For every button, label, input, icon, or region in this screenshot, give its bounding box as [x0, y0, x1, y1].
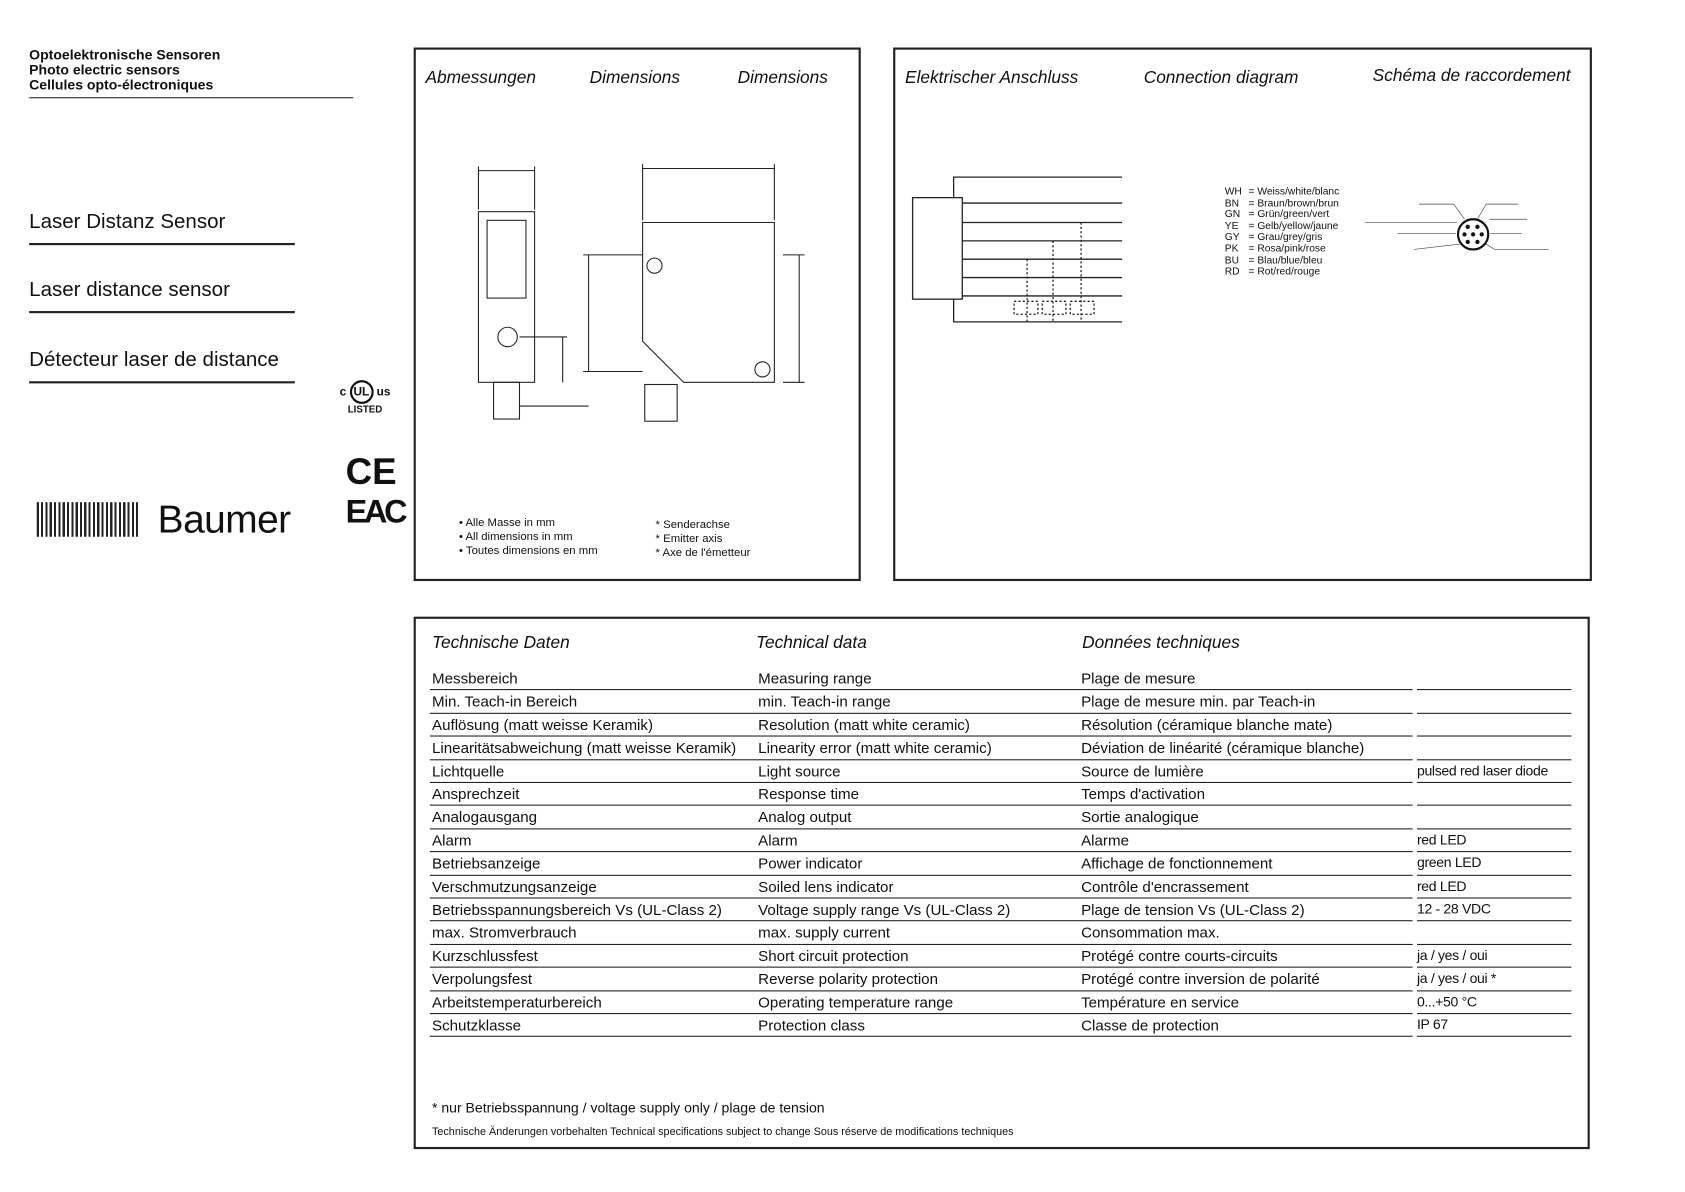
- note: Senderachse: [663, 518, 730, 532]
- note: Emitter axis: [663, 532, 723, 546]
- table-cell: ja / yes / oui: [1416, 946, 1488, 964]
- table-cell: Lichtquelle: [432, 762, 505, 780]
- table-cell: Ansprechzeit: [432, 785, 520, 803]
- wire-item: BN = Braun/brown/brun: [1224, 197, 1339, 210]
- table-cell: Analog output: [758, 808, 852, 826]
- ul-listed-icon: c UL us LISTED: [335, 380, 395, 415]
- table-row: [430, 968, 1573, 991]
- table-cell: Protection class: [758, 1016, 865, 1034]
- dimension-notes-right: * Senderachse * Emitter axis * Axe de l'émetteur: [655, 518, 751, 560]
- row-divider: [430, 1036, 1413, 1037]
- table-row: [430, 852, 1573, 875]
- dimension-drawing: [416, 147, 859, 482]
- table-cell: IP 67: [1416, 1016, 1448, 1033]
- connection-panel: [893, 48, 1592, 582]
- wire-item: BU = Blau/blue/bleu: [1224, 254, 1323, 267]
- connector-pinout-icon: [1365, 195, 1581, 265]
- table-cell: Analogausgang: [432, 808, 538, 826]
- dimensions-panel: [414, 48, 861, 582]
- ce-mark-icon: CE: [345, 451, 397, 493]
- wire-item: GN = Grün/green/vert: [1224, 208, 1330, 221]
- table-cell: max. Stromverbrauch: [432, 923, 577, 942]
- table-cell: Voltage supply range Vs (UL-Class 2): [758, 900, 1011, 919]
- wiring-diagram: [906, 168, 1133, 330]
- table-cell: Power indicator: [758, 854, 863, 872]
- table-cell: Source de lumière: [1081, 762, 1204, 780]
- table-row: [430, 945, 1573, 968]
- table-cell: Consommation max.: [1081, 923, 1220, 942]
- table-cell: green LED: [1416, 854, 1482, 871]
- table-cell: Plage de mesure min. par Teach-in: [1081, 692, 1316, 710]
- connection-heading-fr: Schéma de raccordement: [1372, 66, 1571, 86]
- value-underline: [1417, 1036, 1571, 1037]
- note: All dimensions in mm: [465, 530, 573, 544]
- table-cell: Contrôle d'encrassement: [1081, 877, 1249, 895]
- note: Toutes dimensions en mm: [465, 544, 598, 558]
- table-row: [430, 667, 1573, 690]
- dimensions-heading-de: Abmessungen: [425, 69, 537, 88]
- table-cell: Température en service: [1081, 993, 1240, 1011]
- table-cell: Alarm: [758, 831, 798, 849]
- table-cell: Sortie analogique: [1081, 808, 1199, 826]
- footnote: * nur Betriebsspannung / voltage supply only / plage de tension: [432, 1099, 825, 1116]
- disclaimer: Technische Änderungen vorbehalten Technical specifications subject to change Sous réserve de modifications techniques: [432, 1126, 1014, 1139]
- dimensions-heading-en: Dimensions: [589, 69, 680, 88]
- tech-heading-en: Technical data: [756, 633, 867, 653]
- table-cell: Resolution (matt white ceramic): [758, 715, 970, 734]
- table-cell: 12 - 28 VDC: [1416, 900, 1491, 917]
- title-de: Laser Distanz Sensor: [29, 211, 295, 246]
- table-cell: Classe de protection: [1081, 1016, 1219, 1034]
- table-cell: Short circuit protection: [758, 946, 909, 965]
- table-cell: Measuring range: [758, 669, 872, 687]
- table-row: [430, 875, 1573, 898]
- table-cell: Min. Teach-in Bereich: [432, 692, 578, 710]
- table-cell: pulsed red laser diode: [1416, 762, 1548, 779]
- wire-item: PK = Rosa/pink/rose: [1224, 242, 1326, 255]
- dimension-notes-left: • Alle Masse in mm • All dimensions in mm • Toutes dimensions en mm: [459, 516, 598, 558]
- table-cell: Linearitätsabweichung (matt weisse Keramik): [432, 738, 737, 757]
- table-cell: Reverse polarity protection: [758, 970, 939, 988]
- table-cell: Protégé contre courts-circuits: [1081, 946, 1278, 965]
- table-cell: ja / yes / oui *: [1416, 970, 1497, 987]
- eac-mark-icon: EAC: [345, 494, 405, 531]
- table-cell: Verschmutzungsanzeige: [432, 877, 597, 895]
- table-cell: Protégé contre inversion de polarité: [1081, 970, 1320, 988]
- table-row: [430, 760, 1573, 783]
- tech-heading-de: Technische Daten: [432, 633, 570, 653]
- title-en: Laser distance sensor: [29, 279, 295, 314]
- table-cell: Schutzklasse: [432, 1016, 522, 1034]
- table-cell: Auflösung (matt weisse Keramik): [432, 715, 654, 734]
- title-fr: Détecteur laser de distance: [29, 349, 295, 384]
- note: Alle Masse in mm: [465, 516, 555, 530]
- header-line: Optoelektronische Sensoren: [29, 46, 221, 63]
- table-row: [430, 829, 1573, 852]
- table-row: [430, 806, 1573, 829]
- table-cell: red LED: [1416, 877, 1467, 894]
- table-cell: Résolution (céramique blanche mate): [1081, 715, 1333, 734]
- table-cell: Plage de tension Vs (UL-Class 2): [1081, 900, 1305, 919]
- table-cell: Plage de mesure: [1081, 669, 1196, 687]
- table-cell: Betriebsspannungsbereich Vs (UL-Class 2): [432, 900, 722, 919]
- table-cell: Verpolungsfest: [432, 970, 533, 988]
- table-cell: Alarm: [432, 831, 472, 849]
- table-cell: Alarme: [1081, 831, 1129, 849]
- wire-color-legend: [1225, 187, 1340, 279]
- wire-item: RD = Rot/red/rouge: [1224, 265, 1321, 278]
- wire-item: YE = Gelb/yellow/jaune: [1224, 220, 1339, 232]
- table-row: [430, 899, 1573, 922]
- table-row: [430, 991, 1573, 1014]
- dimensions-heading-fr: Dimensions: [737, 69, 828, 88]
- category-header: [29, 48, 353, 99]
- table-cell: Affichage de fonctionnement: [1081, 854, 1273, 872]
- table-cell: Betriebsanzeige: [432, 854, 541, 872]
- table-cell: Messbereich: [432, 669, 518, 687]
- table-cell: max. supply current: [758, 923, 891, 942]
- table-cell: Response time: [758, 785, 860, 803]
- table-cell: Temps d'activation: [1081, 785, 1205, 803]
- table-row: [430, 714, 1573, 737]
- table-cell: min. Teach-in range: [758, 692, 891, 710]
- table-cell: Kurzschlussfest: [432, 946, 538, 965]
- table-row: [430, 1014, 1573, 1037]
- table-cell: 0...+50 °C: [1416, 993, 1477, 1010]
- connection-heading-de: Elektrischer Anschluss: [905, 69, 1079, 88]
- table-row: [430, 922, 1573, 945]
- tech-heading-fr: Données techniques: [1082, 633, 1240, 653]
- table-cell: red LED: [1416, 831, 1467, 848]
- header-line: Photo electric sensors: [29, 61, 180, 78]
- wire-item: GY = Grau/grey/gris: [1224, 231, 1323, 244]
- table-row: [430, 691, 1573, 714]
- table-row: [430, 737, 1573, 760]
- table-cell: Light source: [758, 762, 841, 780]
- note: Axe de l'émetteur: [662, 546, 751, 560]
- table-cell: Déviation de linéarité (céramique blanche): [1081, 738, 1365, 757]
- table-cell: Arbeitstemperaturbereich: [432, 993, 602, 1011]
- table-row: [430, 783, 1573, 806]
- table-cell: Operating temperature range: [758, 993, 954, 1011]
- header-line: Cellules opto-électroniques: [29, 76, 214, 93]
- wire-item: WH = Weiss/white/blanc: [1224, 185, 1340, 198]
- table-cell: Soiled lens indicator: [758, 877, 894, 895]
- baumer-logo: Baumer: [157, 496, 291, 542]
- table-cell: Linearity error (matt white ceramic): [758, 738, 992, 757]
- connection-heading-en: Connection diagram: [1143, 69, 1299, 88]
- baumer-logo-mark: [37, 502, 141, 537]
